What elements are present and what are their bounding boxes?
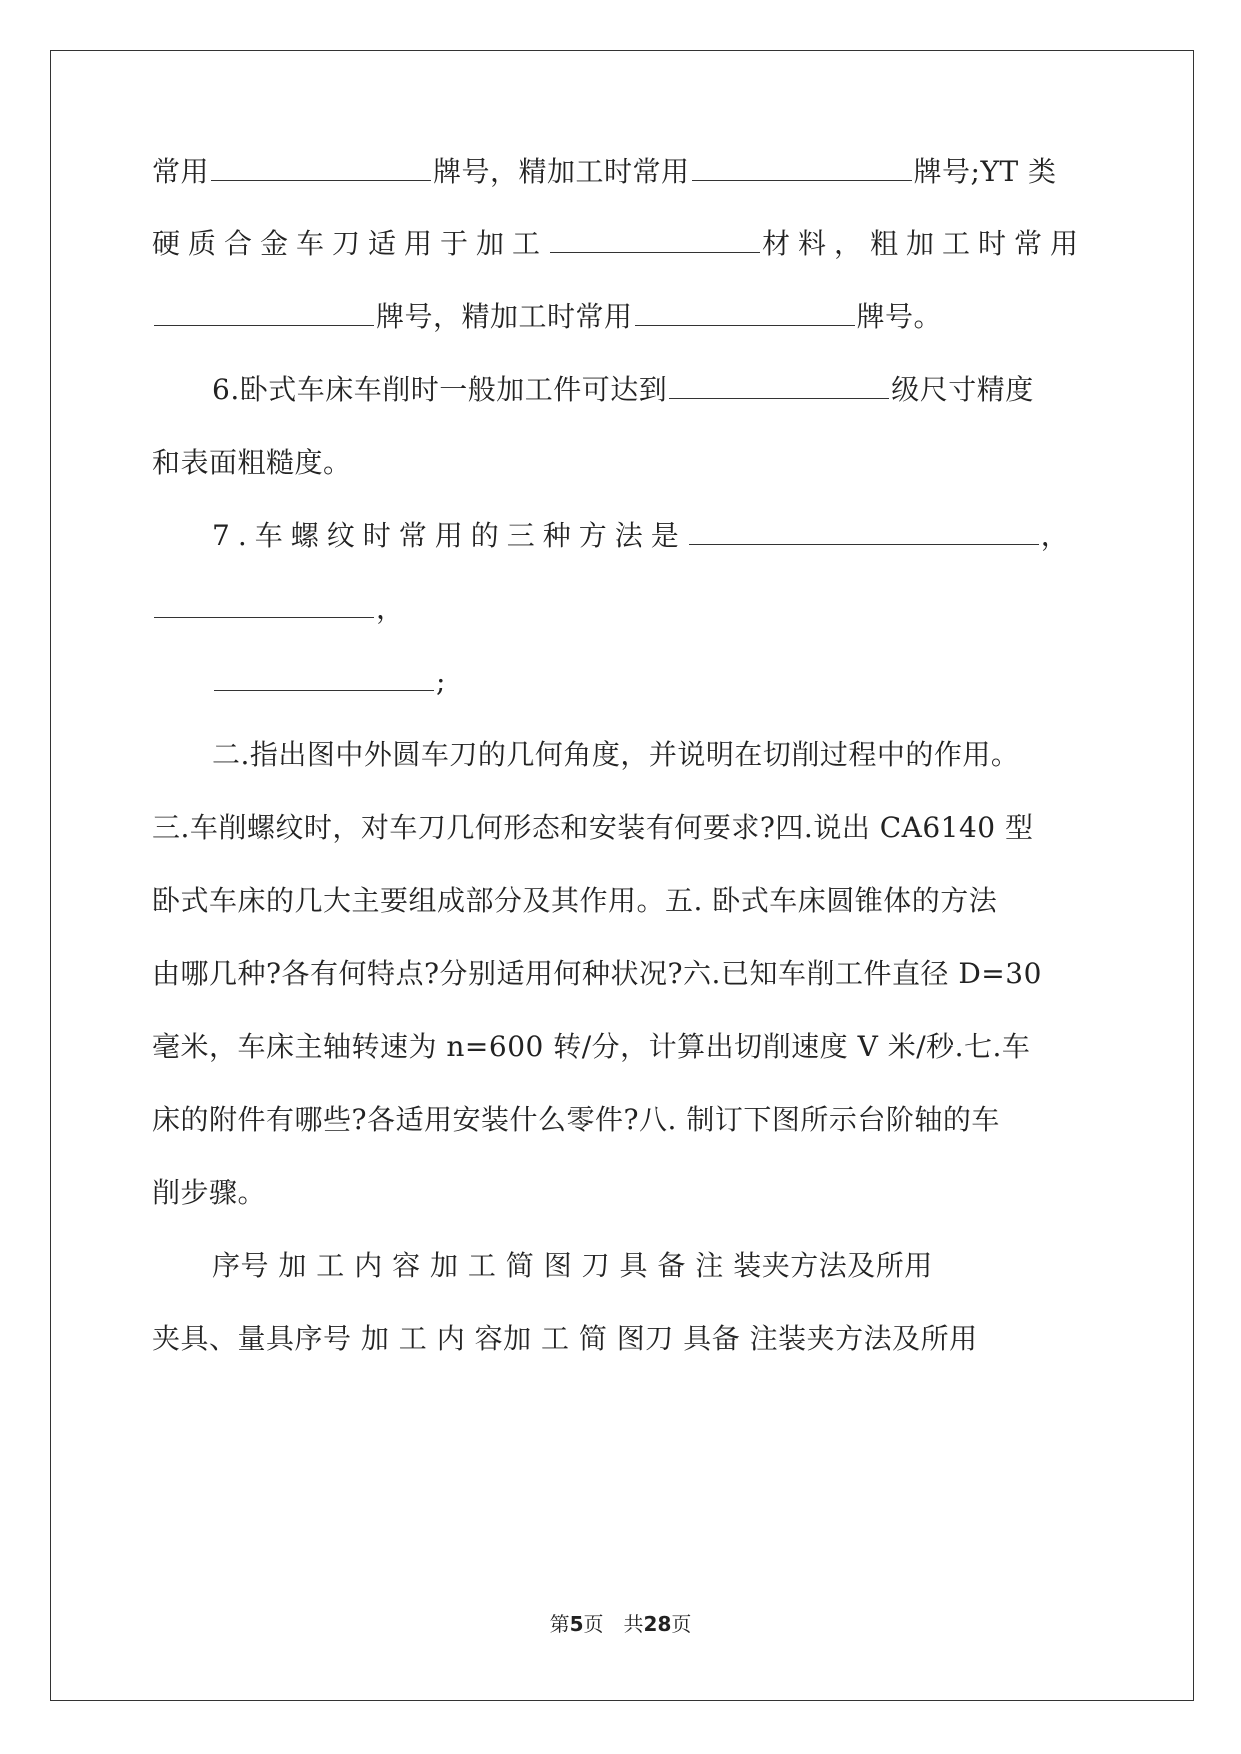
text-segment: 常用 (152, 155, 210, 188)
text-line-16: 序号 加 工 内 容 加 工 简 图 刀 具 备 注 装夹方法及所用 (212, 1249, 933, 1282)
text-segment: 牌号。 (856, 300, 943, 333)
text-line-5: 和表面粗糙度。 (152, 446, 352, 479)
text-line-17: 夹具、量具序号 加 工 内 容加 工 简 图刀 具备 注装夹方法及所用 (152, 1322, 978, 1355)
footer-suffix: 页 (671, 1612, 692, 1636)
text-segment: ; (436, 665, 446, 698)
text-line-12: 由哪几种?各有何特点?分别适用何种状况?六.已知车削工件直径 D=30 (152, 957, 1042, 990)
fill-blank[interactable] (692, 152, 912, 181)
page-footer (0, 1612, 1241, 1636)
total-page-number: 28 (643, 1612, 672, 1636)
text-segment: 硬质合金车刀适用于加工 (152, 227, 549, 260)
fill-blank[interactable] (689, 516, 1039, 545)
text-segment: 级尺寸精度 (891, 373, 1034, 406)
text-line-1 (152, 152, 1082, 192)
current-page-number: 5 (569, 1612, 584, 1636)
fill-blank[interactable] (154, 589, 374, 618)
footer-prefix: 第 (549, 1612, 570, 1636)
fill-blank[interactable] (154, 297, 374, 326)
fill-blank[interactable] (635, 297, 855, 326)
text-segment: ， (376, 592, 405, 625)
text-line-15: 削步骤。 (152, 1176, 267, 1209)
fill-blank[interactable] (211, 152, 431, 181)
text-line-8 (212, 662, 1142, 702)
text-line-6 (212, 516, 1142, 556)
footer-middle: 页 共 (583, 1612, 644, 1636)
text-line-4 (212, 370, 1142, 410)
text-line-9: 二.指出图中外圆车刀的几何角度，并说明在切削过程中的作用。 (212, 738, 1020, 771)
text-segment: 牌号;YT 类 (913, 155, 1057, 188)
text-line-7 (152, 589, 1082, 629)
fill-blank[interactable] (669, 370, 889, 399)
text-line-3 (152, 297, 1082, 337)
text-segment: 6.卧式车床车削时一般加工件可达到 (212, 373, 668, 406)
text-segment: 7.车螺纹时常用的三种方法是 (212, 519, 687, 552)
text-segment: ， (1040, 519, 1077, 552)
text-segment: 材料，粗加工时常用 (762, 227, 1087, 260)
fill-blank[interactable] (214, 662, 434, 691)
text-segment: 牌号，精加工时常用 (433, 155, 690, 188)
text-line-14: 床的附件有哪些?各适用安装什么零件?八. 制订下图所示台阶轴的车 (152, 1103, 1000, 1136)
text-line-2 (152, 224, 1087, 264)
fill-blank[interactable] (550, 224, 760, 253)
text-segment: 牌号，精加工时常用 (376, 300, 633, 333)
text-line-13: 毫米，车床主轴转速为 n=600 转/分，计算出切削速度 V 米/秒.七.车 (152, 1030, 1031, 1063)
text-line-11: 卧式车床的几大主要组成部分及其作用。五. 卧式车床圆锥体的方法 (152, 884, 998, 917)
text-line-10: 三.车削螺纹时，对车刀几何形态和安装有何要求?四.说出 CA6140 型 (152, 811, 1034, 844)
